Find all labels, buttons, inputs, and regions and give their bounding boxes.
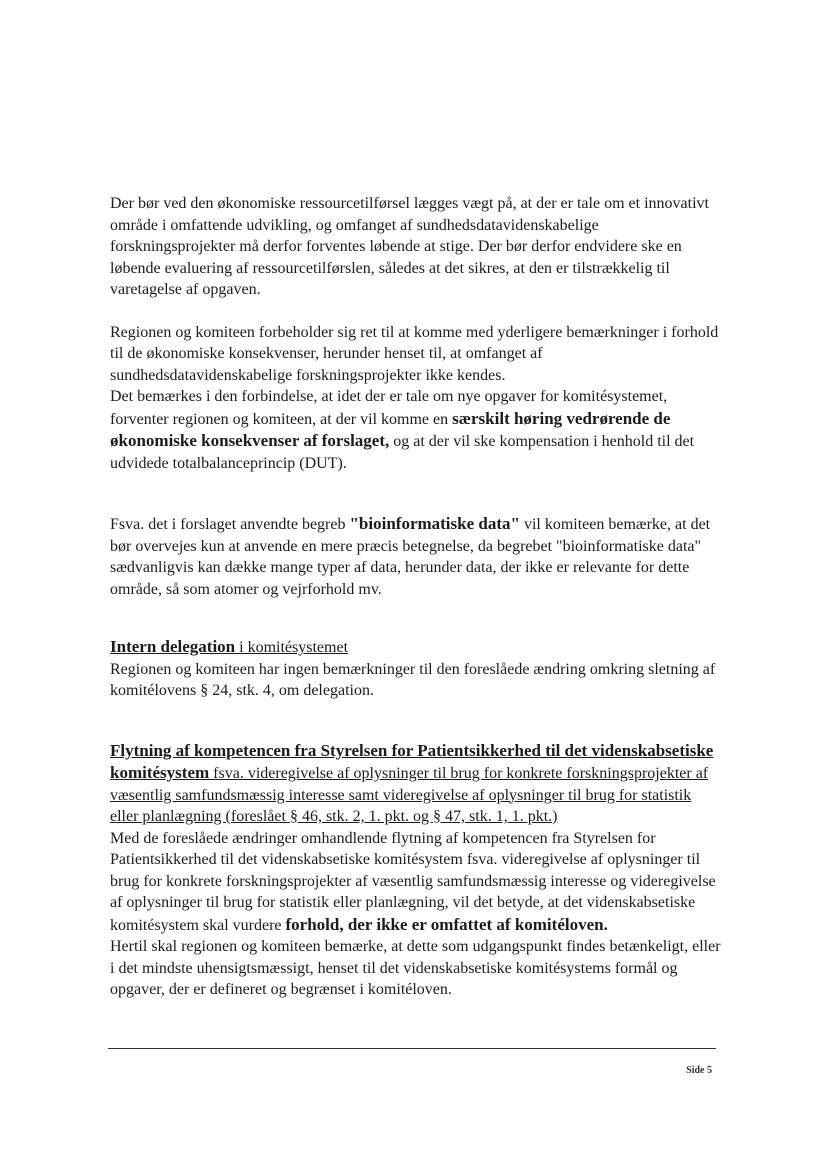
page-number: Side 5	[686, 1065, 712, 1076]
bioinformatics-text-start: Fsva. det i forslaget anvendte begreb	[110, 516, 350, 533]
section-heading-competence-transfer	[110, 740, 722, 828]
dut-bold-phrase: særskilt høring vedrørende de økonomiske konsekvenser af forslaget,	[110, 408, 671, 450]
heading-bold-part: Flytning af kompetencen fra Styrelsen for Patientsikkerhed til det videnskabsetiske komitésystem	[110, 740, 714, 782]
section-heading-internal-delegation	[110, 636, 722, 659]
section-text-competence-remark: Hertil skal regionen og komiteen bemærke, at dette som udgangspunkt findes betænkeligt, eller i det mindste uhensigtsmæssigt, henset til det videnskabsetiske komitésystems formål og opgaver, der er defineret og begrænset i komitéloven.	[110, 938, 721, 998]
dut-text-end: og at der vil ske kompensation i henhold til det udvidede totalbalanceprincip (DUT).	[110, 433, 695, 472]
heading-bold-part: Intern delegation	[110, 637, 236, 656]
paragraph-resource-allocation: Der bør ved den økonomiske ressourcetilførsel lægges vægt på, at der er tale om et innovativt område i omfattende udvikling, og omfanget af sundhedsdatavidenskabelige forskningsprojekter må derfor forventes løbende at stige. Der bør derfor endvidere ske en løbende evaluering af ressourcetilførslen, således at det sikres, at den er tilstrækkelig til varetagelse af opgaven.	[110, 195, 709, 298]
competence-bold-phrase: forhold, der ikke er omfattet af komitéloven.	[285, 914, 608, 934]
section-internal-delegation	[110, 636, 722, 702]
section-text-competence-transfer	[110, 828, 722, 937]
footer-divider	[108, 1048, 716, 1049]
heading-rest-part: fsva. videregivelse af oplysninger til brug for konkrete forskningsprojekter af væsentlig samfundsmæssig interesse samt videregivelse af oplysninger til brug for statistik eller planlægning (foreslået § 46, stk. 2, 1. pkt. og § 47, stk. 1, 1. pkt.)	[110, 765, 709, 825]
paragraph-bioinformatics	[110, 513, 722, 600]
bioinformatics-text-end: vil komiteen bemærke, at det bør overvejes kun at anvende en mere præcis betegnelse, da begrebet "bioinformatiske data" sædvanligvis kan dække mange typer af data, herunder data, der ikke er relevante for dette område, så som atomer og vejrforhold mv.	[110, 516, 711, 598]
dut-text-start: Det bemærkes i den forbindelse, at idet der er tale om nye opgaver for komitésystemet, forventer regionen og komiteen, at der vil komme en	[110, 388, 668, 428]
bioinformatics-term: "bioinformatiske data"	[349, 514, 520, 533]
competence-text-start: Med de foreslåede ændringer omhandlende flytning af kompetencen fra Styrelsen for Patientsikkerhed til det videnskabsetiske komitésystem fsva. videregivelse af oplysninger til brug for konkrete forskningsprojekter af væsentlig samfundsmæssig interesse og videregivelse af oplysninger til brug for statistik eller planlægning, vil det betyde, at det videnskabsetiske komitésystem skal vurdere	[110, 829, 716, 934]
paragraph-economic-reservation: Regionen og komiteen forbeholder sig ret til at komme med yderligere bemærkninger i forhold til de økonomiske konsekvenser, herunder henset til, at omfanget af sundhedsdatavidenskabelige forskningsprojekter ikke kendes.	[110, 323, 719, 384]
paragraph-dut-compensation	[110, 386, 722, 474]
section-text-internal-delegation: Regionen og komiteen har ingen bemærkninger til den foreslåede ændring omkring sletning af komitélovens § 24, stk. 4, om delegation.	[110, 660, 716, 699]
heading-rest-part: i komitésystemet	[235, 639, 349, 656]
section-competence-transfer	[110, 740, 722, 1001]
document-body	[110, 193, 722, 1001]
